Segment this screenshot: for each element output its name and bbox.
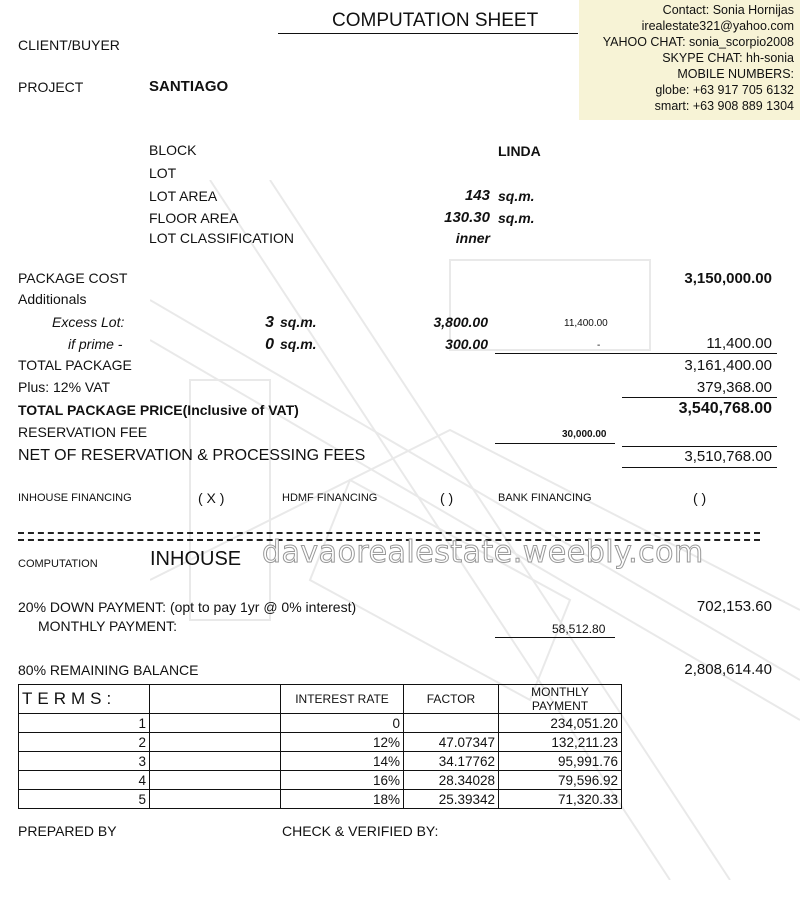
total-package-label: TOTAL PACKAGE [18,357,132,373]
rate-cell: 14% [281,752,404,771]
if-prime-amount: - [597,340,601,351]
if-prime-label: if prime - [68,336,123,352]
excess-lot-amount: 11,400.00 [564,318,608,329]
payment-cell: 71,320.33 [499,790,622,809]
net-bottom-line [622,467,777,468]
payment-cell: 132,211.23 [499,733,622,752]
floor-area-unit: sq.m. [498,210,535,226]
contact-box [579,0,800,120]
contact-mobile-label: MOBILE NUMBERS: [677,67,794,81]
classification-value: inner [455,230,490,246]
excess-lot-rate: 3,800.00 [433,314,488,330]
lot-area-value: 143 [464,187,490,204]
factor-cell: 47.07347 [404,733,499,752]
separator-dashed-top [18,532,760,534]
terms-header-blank [150,685,281,714]
payment-cell: 234,051.20 [499,714,622,733]
rate-cell: 12% [281,733,404,752]
header-factor: FACTOR [404,685,499,714]
term-cell: 3 [19,752,150,771]
rate-cell: 18% [281,790,404,809]
inhouse-financing-label: INHOUSE FINANCING [18,492,132,504]
hdmf-financing-mark[interactable]: ( ) [440,490,454,506]
term-cell: 4 [19,771,150,790]
block-label: BLOCK [149,142,197,158]
if-prime-rate: 300.00 [445,336,488,352]
project-label: PROJECT [18,79,84,95]
contact-email: irealestate321@yahoo.com [641,19,794,33]
monthly-payment-label: MONTHLY PAYMENT: [38,618,177,634]
package-cost-value: 3,150,000.00 [684,270,772,287]
blank-cell [150,733,281,752]
total-price-label: TOTAL PACKAGE PRICE(Inclusive of VAT) [18,402,299,418]
down-payment-label: 20% DOWN PAYMENT: (opt to pay 1yr @ 0% interest) [18,599,357,615]
additionals-label: Additionals [18,291,87,307]
classification-label: LOT CLASSIFICATION [149,230,294,246]
total-package-value: 3,161,400.00 [684,357,772,374]
vat-value: 379,368.00 [696,379,772,396]
bank-financing-mark[interactable]: ( ) [693,490,707,506]
blank-cell [150,752,281,771]
title-underline [278,33,578,34]
remaining-value: 2,808,614.40 [684,661,772,678]
floor-area-label: FLOOR AREA [149,210,239,226]
net-value: 3,510,768.00 [684,448,772,465]
contact-yahoo: YAHOO CHAT: sonia_scorpio2008 [602,35,794,49]
table-row [19,752,622,771]
terms-title: TERMS: [19,685,150,714]
net-label: NET OF RESERVATION & PROCESSING FEES [18,447,366,464]
down-payment-value: 702,153.60 [696,598,772,615]
factor-cell [404,714,499,733]
blank-cell [150,790,281,809]
factor-cell: 25.39342 [404,790,499,809]
block-value: LINDA [498,143,541,159]
floor-area-value: 130.30 [444,209,490,226]
header-monthly-payment: MONTHLY PAYMENT [499,685,622,714]
lot-area-label: LOT AREA [149,188,218,204]
vat-label: Plus: 12% VAT [18,379,111,395]
watermark-text: davaorealestate.weebly.com [262,535,704,570]
term-cell: 5 [19,790,150,809]
contact-smart: smart: +63 908 889 1304 [654,99,794,113]
checked-by-label: CHECK & VERIFIED BY: [282,823,439,839]
excess-lot-unit: sq.m. [280,314,317,330]
rate-cell: 16% [281,771,404,790]
contact-skype: SKYPE CHAT: hh-sonia [662,51,794,65]
term-cell: 1 [19,714,150,733]
if-prime-unit: sq.m. [280,336,317,352]
contact-globe: globe: +63 917 705 6132 [655,83,794,97]
rate-cell: 0 [281,714,404,733]
hdmf-financing-label: HDMF FINANCING [282,492,378,504]
table-row [19,733,622,752]
monthly-payment-underline [495,637,615,638]
terms-table [18,684,622,809]
project-value: SANTIAGO [149,78,229,95]
factor-cell: 28.34028 [404,771,499,790]
table-row [19,714,622,733]
contact-name: Contact: Sonia Hornijas [662,3,794,17]
page-title: COMPUTATION SHEET [332,10,539,31]
prepared-by-label: PREPARED BY [18,823,117,839]
term-cell: 2 [19,733,150,752]
client-label: CLIENT/BUYER [18,37,120,53]
computation-type: INHOUSE [150,548,242,570]
inhouse-financing-mark[interactable]: ( X ) [198,490,225,506]
blank-cell [150,714,281,733]
excess-lot-qty: 3 [265,314,274,331]
remaining-label: 80% REMAINING BALANCE [18,662,199,678]
table-row [19,790,622,809]
reservation-underline [495,443,615,444]
additionals-total: 11,400.00 [706,335,772,352]
computation-label: COMPUTATION [18,558,98,570]
terms-header-row [19,685,622,714]
payment-cell: 95,991.76 [499,752,622,771]
excess-lot-label: Excess Lot: [52,314,125,330]
if-prime-qty: 0 [265,336,274,353]
net-top-line [622,446,777,447]
header-interest-rate: INTEREST RATE [281,685,404,714]
total-price-value: 3,540,768.00 [678,400,772,417]
reservation-label: RESERVATION FEE [18,424,148,440]
table-row [19,771,622,790]
monthly-payment-value: 58,512.80 [552,622,606,636]
bank-financing-label: BANK FINANCING [498,492,592,504]
payment-cell: 79,596.92 [499,771,622,790]
additionals-underline [495,353,777,354]
blank-cell [150,771,281,790]
factor-cell: 34.17762 [404,752,499,771]
lot-label: LOT [149,165,177,181]
vat-underline [622,397,777,398]
reservation-value: 30,000.00 [562,429,607,440]
lot-area-unit: sq.m. [498,188,535,204]
package-cost-label: PACKAGE COST [18,270,128,286]
